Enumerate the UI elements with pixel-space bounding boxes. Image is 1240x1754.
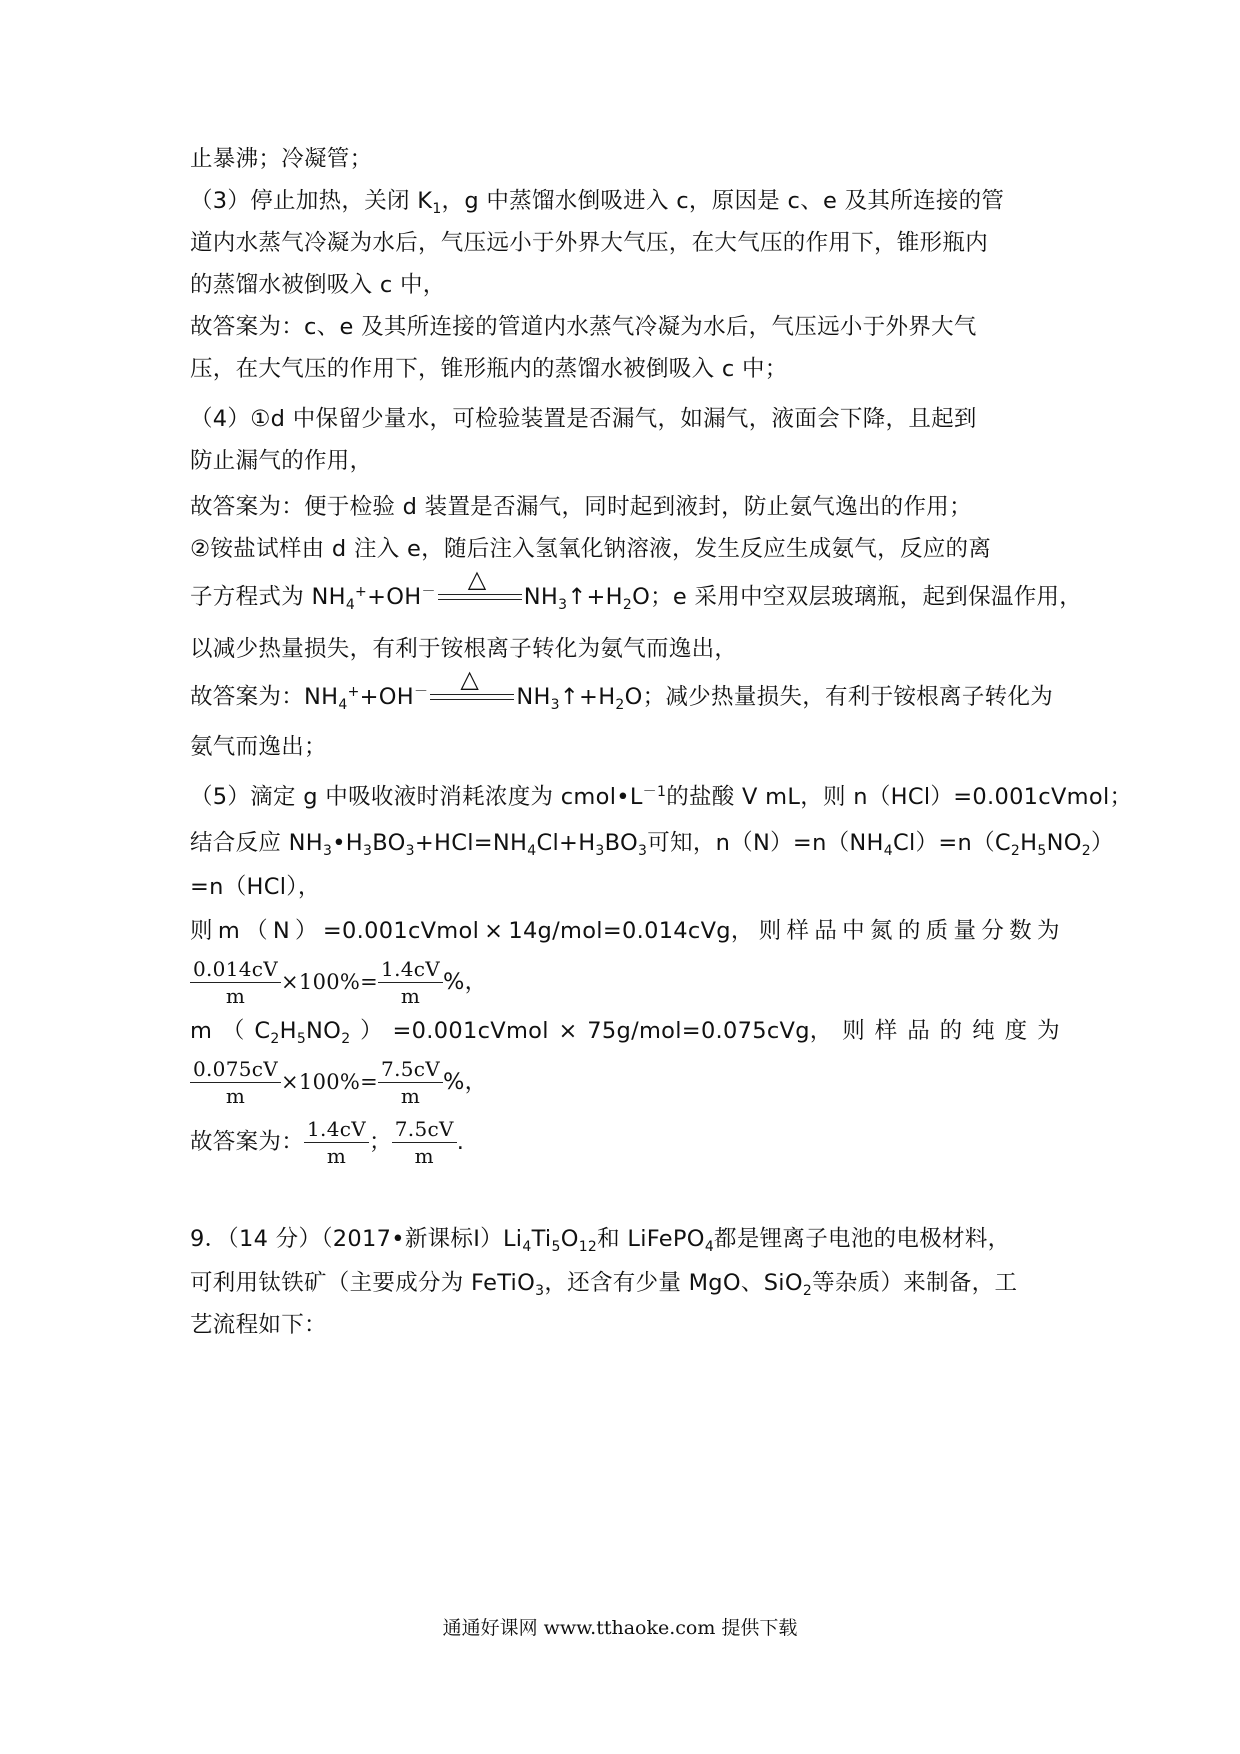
- text: BO: [372, 830, 406, 856]
- numerator: 7.5cV: [392, 1116, 457, 1143]
- superscript: +: [347, 684, 360, 700]
- text: Cl）=n（C: [893, 830, 1011, 856]
- subscript: 3: [323, 843, 333, 859]
- text-token: H: [279, 1018, 297, 1044]
- subscript: 4: [345, 597, 356, 613]
- equation-line: [190, 664, 1054, 714]
- text: NH: [516, 684, 551, 710]
- text-token: 为: [1036, 918, 1060, 944]
- superscript: －: [414, 684, 429, 700]
- superscript: －: [421, 584, 436, 600]
- fraction: [190, 956, 281, 1009]
- denominator: m: [400, 984, 421, 1008]
- denominator: m: [326, 1144, 347, 1168]
- subscript: 3: [638, 843, 648, 859]
- text-line: 以减少热量损失，有利于铵根离子转化为氨气而逸出，: [190, 636, 738, 662]
- subscript: 4: [704, 1239, 715, 1255]
- text-token: 则: [758, 918, 782, 944]
- subscript: 5: [551, 1239, 561, 1255]
- text-token: 则: [842, 1018, 866, 1044]
- fraction: [392, 1116, 457, 1169]
- text: %，: [443, 969, 488, 995]
- numerator: 0.075cV: [190, 1056, 281, 1083]
- text: ）: [1090, 830, 1114, 856]
- text-line: [190, 826, 1114, 860]
- text-line: 道内水蒸气冷凝为水后，气压远小于外界大气压，在大气压的作用下，锥形瓶内: [190, 230, 989, 256]
- fraction: [378, 956, 443, 1009]
- text: 的盐酸 V mL，则 n（HCl）=0.001cVmol；: [666, 784, 1133, 810]
- denominator: m: [400, 1084, 421, 1108]
- heat-symbol: △: [467, 564, 487, 593]
- text-token: N: [272, 918, 291, 944]
- text-token: 的: [897, 918, 921, 944]
- text-token: ×: [484, 918, 504, 944]
- text-token: 则: [190, 918, 213, 944]
- text: %，: [443, 1069, 488, 1095]
- equation-line: [190, 564, 1083, 614]
- text-token: ）: [360, 1018, 383, 1044]
- text-token: （: [245, 918, 268, 944]
- fraction: [378, 1056, 443, 1109]
- subscript: 3: [363, 843, 373, 859]
- text: ；: [368, 1129, 392, 1155]
- superscript: +: [355, 584, 368, 600]
- text-line: 的蒸馏水被倒吸入 c 中，: [190, 272, 446, 298]
- text-token: C: [254, 1018, 271, 1044]
- text-line: [190, 1014, 1060, 1048]
- text-token: 为: [1037, 1018, 1060, 1044]
- fraction: [304, 1116, 369, 1169]
- heat-symbol: △: [460, 664, 480, 693]
- text: ；减少热量损失，有利于铵根离子转化为: [642, 684, 1054, 710]
- text-token: 分: [981, 918, 1005, 944]
- text: 等杂质）来制备，工: [812, 1270, 1018, 1296]
- subscript: 2: [341, 1031, 351, 1047]
- text: +OH: [367, 584, 422, 610]
- formula-line: [190, 1056, 487, 1109]
- text: .: [456, 1129, 465, 1155]
- text: •H: [332, 830, 364, 856]
- subscript: 3: [405, 843, 415, 859]
- subscript: 2: [802, 1283, 813, 1299]
- subscript: 3: [595, 843, 605, 859]
- text: 和 LiFePO: [597, 1226, 705, 1252]
- formula-glycine: [254, 1014, 350, 1048]
- text-token: ×: [558, 1018, 578, 1044]
- superscript: －1: [642, 784, 667, 800]
- subscript: 5: [1037, 843, 1047, 859]
- text-token: m: [190, 1018, 213, 1044]
- equals-bar: [438, 594, 522, 595]
- text-token: =0.001cVmol: [392, 1018, 549, 1044]
- text-line: 止暴沸；冷凝管；: [190, 146, 373, 172]
- text-token: 数: [1009, 918, 1032, 944]
- text-line: 艺流程如下：: [190, 1312, 327, 1338]
- text: 可知，n（N）=n（NH: [647, 830, 884, 856]
- equals-bar: [430, 694, 514, 695]
- text-line: [190, 184, 1004, 218]
- text: +OH: [359, 684, 414, 710]
- text-token: 的: [939, 1018, 963, 1044]
- text-token: m: [217, 918, 241, 944]
- text-token: NO: [306, 1018, 342, 1044]
- heating-arrow: [438, 564, 522, 608]
- formula-line: [190, 956, 487, 1009]
- text: 故答案为：: [190, 1129, 305, 1155]
- subscript: 3: [550, 697, 560, 713]
- numerator: 1.4cV: [378, 956, 443, 983]
- text: 9．（14 分）（2017•新课标Ⅰ）Li: [190, 1226, 523, 1252]
- text-token: 品: [907, 1018, 931, 1044]
- text-token: 量: [953, 918, 977, 944]
- text-line: [190, 780, 1132, 814]
- text: （3）停止加热，关闭 K: [190, 188, 433, 214]
- text: 结合反应 NH: [190, 830, 324, 856]
- text-token: 品: [814, 918, 838, 944]
- text-line: ②铵盐试样由 d 注入 e，随后注入氢氧化钠溶液，发生反应生成氨气，反应的离: [190, 536, 992, 562]
- text-token: 质: [925, 918, 949, 944]
- text-line: 故答案为：c、e 及其所连接的管道内水蒸气冷凝为水后，气压远小于外界大气: [190, 314, 977, 340]
- text-line: =n（HCl），: [190, 874, 321, 900]
- text: （5）滴定 g 中吸收液时消耗浓度为 cmol•L: [190, 784, 643, 810]
- heating-arrow: [430, 664, 514, 708]
- text-line: 故答案为：便于检验 d 装置是否漏气，同时起到液封，防止氨气逸出的作用；: [190, 494, 972, 520]
- text: ，g 中蒸馏水倒吸进入 c，原因是 c、e 及其所连接的管: [441, 188, 1005, 214]
- text: Ti: [531, 1226, 552, 1252]
- text: ，还含有少量 MgO、SiO: [544, 1270, 803, 1296]
- text: O: [560, 1226, 579, 1252]
- numerator: 0.014cV: [190, 956, 281, 983]
- text: O: [632, 584, 651, 610]
- subscript: 12: [578, 1239, 598, 1255]
- subscript: 2: [1010, 843, 1021, 859]
- subscript: 5: [296, 1031, 307, 1047]
- text: ↑+H: [559, 684, 616, 710]
- answer-line: [190, 1116, 464, 1169]
- text-line: （4）①d 中保留少量水，可检验装置是否漏气，如漏气，液面会下降，且起到: [190, 406, 977, 432]
- text-line: 压，在大气压的作用下，锥形瓶内的蒸馏水被倒吸入 c 中；: [190, 356, 788, 382]
- text: 可利用钛铁矿（主要成分为 FeTiO: [190, 1270, 536, 1296]
- text-token: =0.001cVmol: [322, 918, 480, 944]
- subscript: 1: [432, 201, 442, 217]
- text: ×100%=: [281, 970, 379, 994]
- subscript: 2: [622, 597, 633, 613]
- text: BO: [604, 830, 638, 856]
- text-token: 氮: [870, 918, 893, 944]
- text: +HCl=NH: [414, 830, 528, 856]
- denominator: m: [225, 1084, 246, 1108]
- text-token: （: [221, 1018, 245, 1044]
- subscript: 3: [535, 1283, 545, 1299]
- subscript: 4: [883, 843, 893, 859]
- text-token: 纯: [972, 1018, 995, 1044]
- text-token: 14g/mol=0.014cVg，: [508, 918, 754, 944]
- text-line: [190, 1266, 1017, 1300]
- text: H: [1020, 830, 1038, 856]
- subscript: 4: [522, 1239, 532, 1255]
- text: 子方程式为 NH: [190, 584, 346, 610]
- denominator: m: [414, 1144, 434, 1168]
- text: ；e 采用中空双层玻璃瓶，起到保温作用，: [650, 584, 1083, 610]
- text-line: 防止漏气的作用，: [190, 448, 373, 474]
- text-token: 中: [842, 918, 865, 944]
- text: NO: [1046, 830, 1082, 856]
- numerator: 1.4cV: [304, 1116, 369, 1143]
- subscript: 3: [558, 597, 568, 613]
- text-token: ）: [295, 918, 318, 944]
- subscript: 2: [1081, 843, 1091, 859]
- text-token: 75g/mol=0.075cVg，: [587, 1018, 833, 1044]
- text: 都是锂离子电池的电极材料，: [714, 1226, 1011, 1252]
- text-line: [190, 914, 1060, 948]
- subscript: 4: [338, 697, 348, 713]
- denominator: m: [225, 984, 246, 1008]
- text: 故答案为：NH: [190, 684, 339, 710]
- question-title: [190, 1222, 1010, 1256]
- text: O: [624, 684, 643, 710]
- equals-bar: [438, 599, 522, 600]
- text-token: 样: [874, 1018, 898, 1044]
- text: ↑+H: [567, 584, 623, 610]
- footer-watermark: 通通好课网 www.tthaoke.com 提供下载: [442, 1617, 798, 1639]
- text-token: 度: [1004, 1018, 1028, 1044]
- subscript: 4: [527, 843, 537, 859]
- text: Cl+H: [536, 830, 596, 856]
- text-token: 样: [786, 918, 810, 944]
- text: NH: [523, 584, 559, 610]
- text: ×100%=: [281, 1070, 379, 1094]
- subscript: 2: [270, 1031, 280, 1047]
- numerator: 7.5cV: [378, 1056, 443, 1083]
- subscript: 2: [615, 697, 625, 713]
- text-line: 氨气而逸出；: [190, 734, 327, 760]
- fraction: [190, 1056, 281, 1109]
- equals-bar: [430, 699, 514, 700]
